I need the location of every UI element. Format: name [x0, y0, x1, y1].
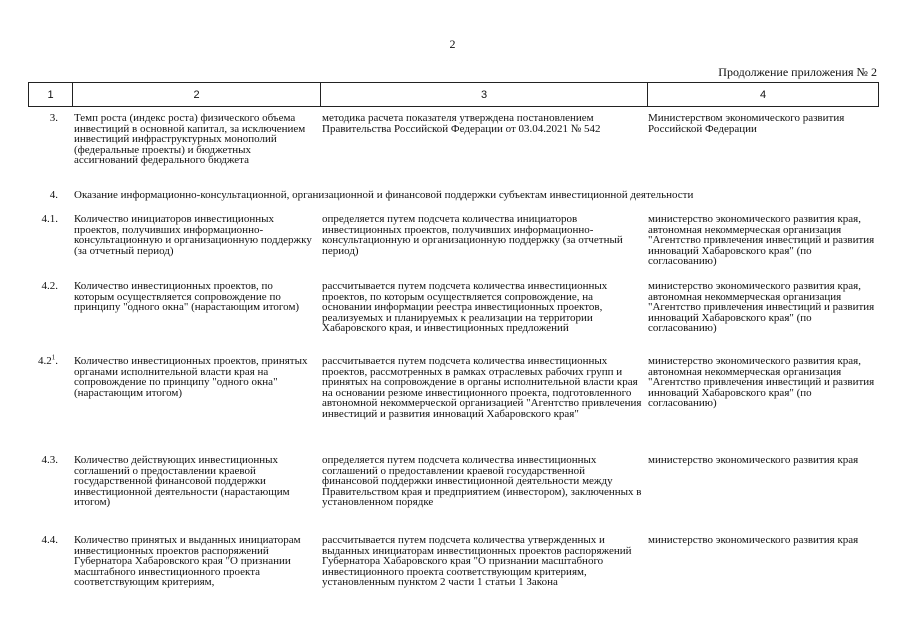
row-number: 3.: [49, 112, 58, 124]
responsible-body: министерство экономического развития края, автономная некоммерческая организация "Агентство привлечения инвестиций и развития инноваций Хабаровского края" (по согласованию): [648, 280, 875, 334]
responsible-body: министерство экономического развития края, автономная некоммерческая организация "Агентство привлечения инвестиций и развития инноваций Хабаровского края" (по согласованию): [648, 213, 875, 267]
header-row: [29, 83, 879, 107]
responsible-body: Министерством экономического развития Российской Федерации: [648, 112, 845, 135]
row-number: 4.3.: [41, 454, 58, 466]
indicator-name: Количество инвестиционных проектов, принятых органами исполнительной власти края на сопровождение по принципу "одного окна" (нарастающим итогом): [74, 355, 308, 399]
header-col-2: 2: [73, 83, 321, 107]
row-number: 4.2.: [41, 280, 58, 292]
header-col-1: 1: [29, 83, 73, 107]
page-number: 2: [449, 37, 456, 51]
calculation-method: рассчитывается путем подсчета количества инвестиционных проектов, по которым осуществляется сопровождение, на основании информации реестра инвестиционных проектов, реализуемых и планируемых к реализации на территории Хабаровского края, и инвестиционных предложений: [322, 280, 608, 334]
row-number: [28, 353, 58, 367]
indicator-name: Темп роста (индекс роста) физического объема инвестиций в основной капитал, за исключением инвестиций инфраструктурных монополий (федеральные проекты) и бюджетных ассигнований федерального бюджета: [74, 112, 306, 166]
responsible-body: министерство экономического развития края: [648, 534, 859, 546]
responsible-body: министерство экономического развития края: [648, 454, 859, 466]
row-number-main: 4.2: [38, 355, 52, 367]
column-header-table: [28, 82, 879, 107]
indicator-name: Количество действующих инвестиционных соглашений о предоставлении краевой государственной финансовой поддержки инвестиционной деятельности (нарастающим итогом): [74, 454, 290, 508]
row-number: 4.: [49, 189, 58, 201]
continuation-label: Продолжение приложения № 2: [718, 65, 877, 79]
row-number: 4.1.: [41, 213, 58, 225]
indicator-name: Количество принятых и выданных инициаторам инвестиционных проектов распоряжений Губернатора Хабаровского края "О признании масштабного инвестиционного проекта соответствующим критериям,: [74, 534, 301, 588]
header-col-4: 4: [648, 83, 879, 107]
row-number-suffix: .: [55, 355, 58, 367]
responsible-body: министерство экономического развития края, автономная некоммерческая организация "Агентство привлечения инвестиций и развития инноваций Хабаровского края" (по согласованию): [648, 355, 875, 409]
row-number: 4.4.: [41, 534, 58, 546]
calculation-method: рассчитывается путем подсчета количества инвестиционных проектов, рассмотренных в рамках отраслевых рабочих групп и принятых на сопровождение в органы исполнительной власти края на основании резюме инвестиционного проекта, подготовленного автономной некоммерческой организацией "Агентство привлечения инвестиций и развития инноваций Хабаровского края": [322, 355, 642, 420]
calculation-method: методика расчета показателя утверждена постановлением Правительства Российской Федерации от 03.04.2021 № 542: [322, 112, 601, 135]
indicator-name: Количество инвестиционных проектов, по которым осуществляется сопровождение по принципу "одного окна" (нарастающим итогом): [74, 280, 300, 313]
calculation-method: определяется путем подсчета количества инициаторов инвестиционных проектов, получивших информационно-консультационную и организационную поддержку (за отчетный период): [322, 213, 623, 257]
section-title: Оказание информационно-консультационной, организационной и финансовой поддержки субъектам инвестиционной деятельности: [74, 189, 694, 201]
calculation-method: определяется путем подсчета количества инвестиционных соглашений о предоставлении краевой государственной финансовой поддержки инвестиционной деятельности между Правительством края и предприятием (инвестором), заключенных в установленном порядке: [322, 454, 642, 508]
calculation-method: рассчитывается путем подсчета количества утвержденных и выданных инициаторам инвестиционных проектов распоряжений Губернатора Хабаровского края "О признании масштабного инвестиционного проекта соответствующим критериям, установленным пунктом 2 части 1 статьи 1 Закона: [322, 534, 632, 588]
indicator-name: Количество инициаторов инвестиционных проектов, получивших информационно-консультационную и организационную поддержку (за отчетный период): [74, 213, 312, 257]
header-col-3: 3: [321, 83, 648, 107]
row-number-superscript: 1: [51, 353, 56, 362]
